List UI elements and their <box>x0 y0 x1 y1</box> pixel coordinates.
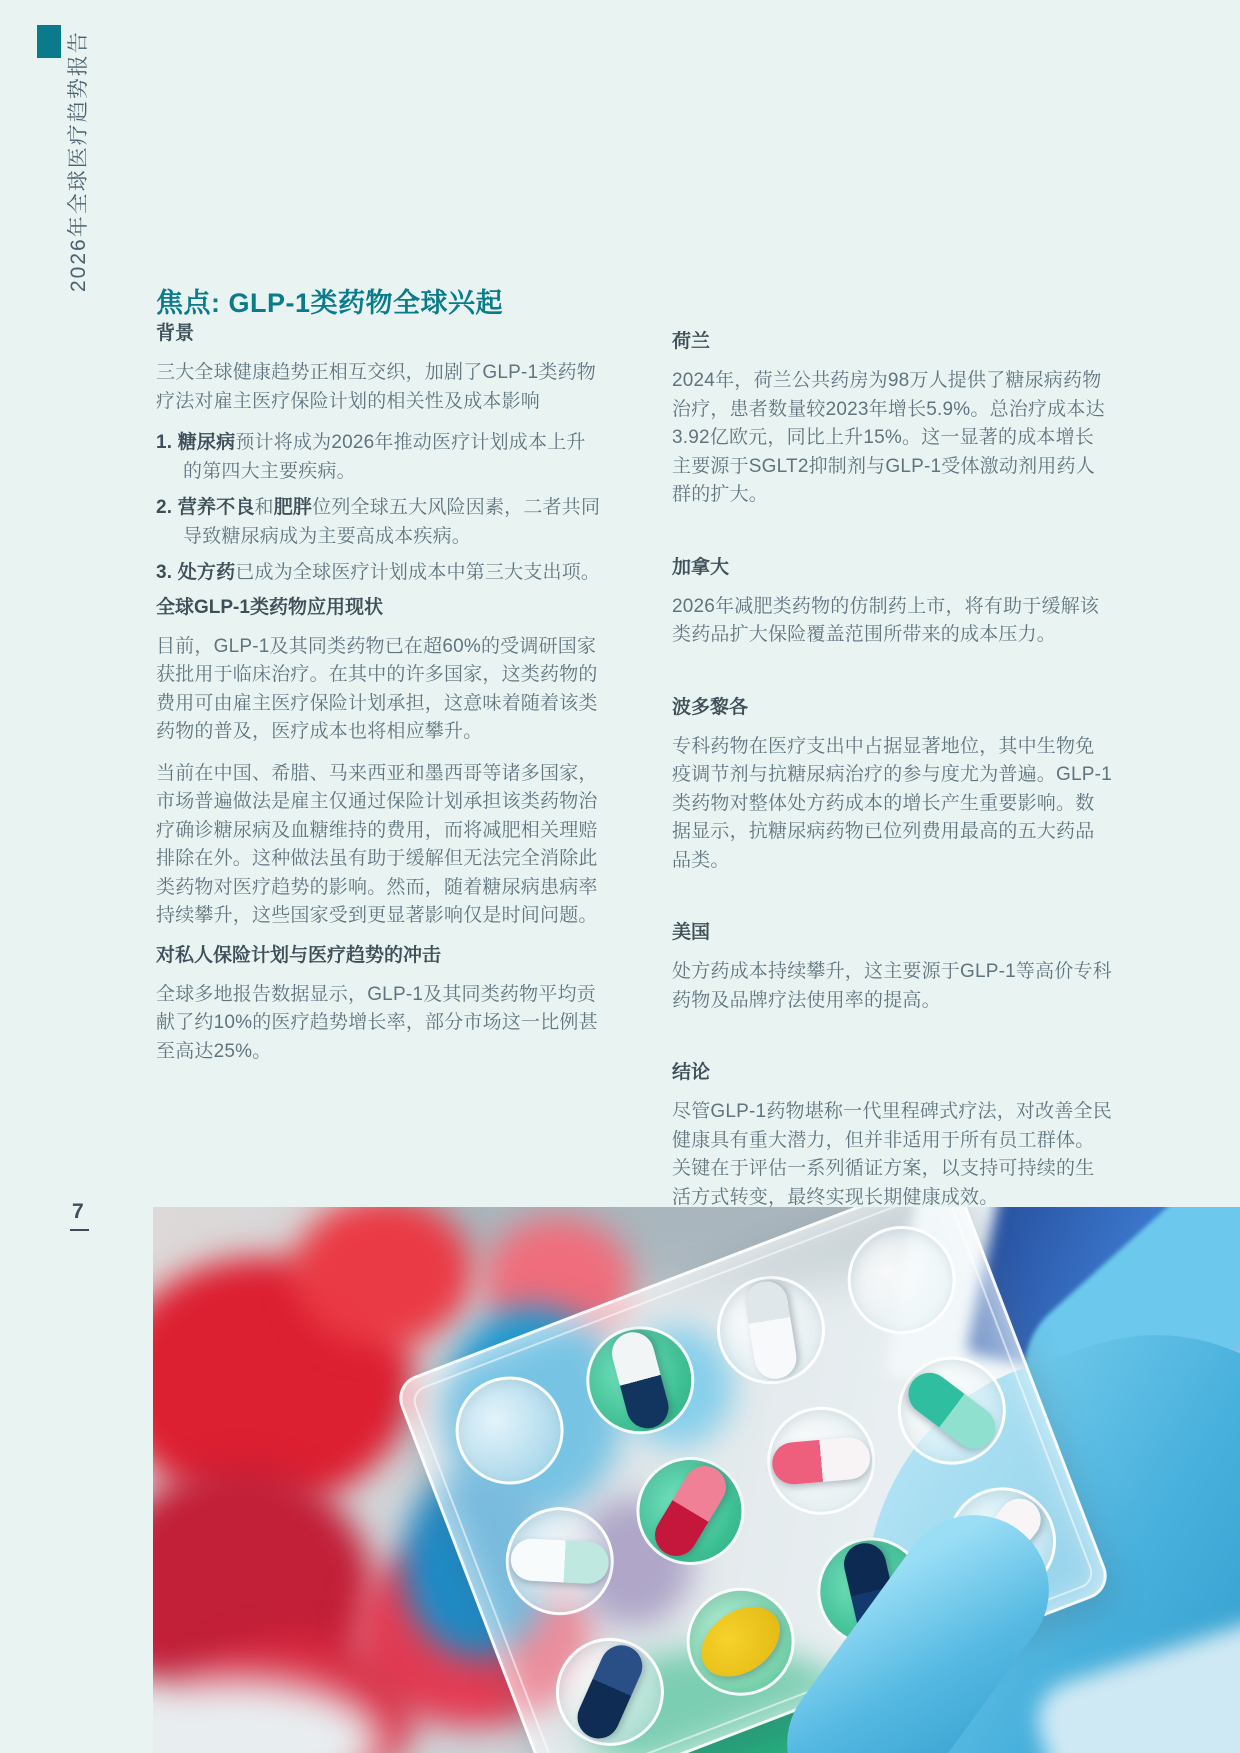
list-item-2-lead: 2. 营养不良 <box>156 497 255 518</box>
section-body: 2026年减肥类药物的仿制药上市，将有助于缓解该类药品扩大保险覆盖范围所带来的成本压力。 <box>672 595 1100 645</box>
list-item-3 <box>156 559 604 588</box>
section-heading: 荷兰 <box>672 331 711 352</box>
section-netherlands <box>672 330 1112 510</box>
section-heading: 美国 <box>672 922 711 943</box>
list-item-2-mid: 和 <box>254 497 274 518</box>
page-number <box>70 1200 89 1231</box>
section-heading: 加拿大 <box>672 556 730 578</box>
page-title: 焦点: GLP-1类药物全球兴起 <box>156 288 504 318</box>
page-number-value: 7 <box>72 1200 84 1223</box>
well <box>701 1260 841 1400</box>
well <box>751 1391 891 1531</box>
well <box>571 1311 711 1451</box>
capsule-navy-white <box>607 1328 673 1434</box>
blurred-red-pills <box>293 1207 473 1347</box>
capsule-white-teal <box>510 1538 610 1585</box>
list-item-2-lead2: 肥胖 <box>273 497 313 518</box>
section-conclusion <box>672 1061 1112 1212</box>
lab-photo <box>153 1207 1240 1753</box>
left-column <box>156 322 604 1079</box>
well <box>621 1441 761 1581</box>
impact-heading: 对私人保险计划与医疗趋势的冲击 <box>156 944 442 966</box>
pill-yellow <box>688 1592 793 1690</box>
adoption-heading: 全球GLP-1类药物应用现状 <box>156 596 383 618</box>
section-canada <box>672 556 1112 650</box>
list-item-3-lead: 3. 处方药 <box>156 562 236 583</box>
well <box>832 1210 972 1350</box>
capsule-crimson-pink <box>647 1458 733 1564</box>
section-puerto-rico <box>672 696 1112 876</box>
section-heading: 波多黎各 <box>672 696 749 718</box>
list-item-2-rest: 位列全球五大风险因素，二者共同导致糖尿病成为主要高成本疾病。 <box>183 497 601 547</box>
list-item-1-rest: 预计将成为2026年推动医疗计划成本上升的第四大主要疾病。 <box>183 432 586 482</box>
section-body: 处方药成本持续攀升，这主要源于GLP-1等高价专科药物及品牌疗法使用率的提高。 <box>672 961 1112 1011</box>
well <box>490 1491 630 1631</box>
section-heading: 结论 <box>672 1062 711 1083</box>
capsule-navy <box>571 1639 649 1746</box>
list-item-1 <box>156 429 604 486</box>
well <box>671 1572 811 1712</box>
well <box>440 1361 580 1501</box>
background-heading: 背景 <box>156 323 195 344</box>
right-column <box>672 330 1112 1225</box>
capsule-pink-white <box>771 1436 872 1486</box>
list-item-3-rest: 已成为全球医疗计划成本中第三大支出项。 <box>235 562 601 583</box>
list-item-2 <box>156 494 604 551</box>
impact-paragraph: 全球多地报告数据显示，GLP-1及其同类药物平均贡献了约10%的医疗趋势增长率，部分市场这一比例甚至高达25%。 <box>156 983 598 1062</box>
brand-mark <box>37 25 61 58</box>
adoption-paragraph-1: 目前，GLP-1及其同类药物已在超60%的受调研国家获批用于临床治疗。在其中的许多国家，这类药物的费用可由雇主医疗保险计划承担，这意味着随着该类药物的普及，医疗成本也将相应攀升。 <box>156 635 598 742</box>
well <box>882 1341 1022 1481</box>
well <box>540 1622 680 1753</box>
background-intro: 三大全球健康趋势正相互交织，加剧了GLP-1类药物疗法对雇主医疗保险计划的相关性及成本影响 <box>156 362 596 412</box>
section-body: 专科药物在医疗支出中占据显著地位，其中生物免疫调节剂与抗糖尿病治疗的参与度尤为普遍。GLP-1类药物对整体处方药成本的增长产生重要影响。数据显示，抗糖尿病药物已位列费用最高的五大药品品类。 <box>672 735 1112 871</box>
section-usa <box>672 921 1112 1015</box>
capsule-white <box>743 1278 800 1381</box>
list-item-1-lead: 1. 糖尿病 <box>156 432 236 453</box>
section-body: 2024年，荷兰公共药房为98万人提供了糖尿病药物治疗，患者数量较2023年增长5.9%。总治疗成本达3.92亿欧元，同比上升15%。这一显著的成本增长主要源于SGLT2抑制剂与GLP-1受体激动剂用药人群的扩大。 <box>672 370 1105 505</box>
sidebar-vertical-title: 2026年全球医疗趋势报告 <box>67 30 90 292</box>
capsule-teal <box>900 1364 1004 1457</box>
page-number-rule <box>70 1229 89 1231</box>
adoption-paragraph-2: 当前在中国、希腊、马来西亚和墨西哥等诸多国家，市场普遍做法是雇主仅通过保险计划承担该类药物治疗确诊糖尿病及血糖维持的费用，而将减肥相关理赔排除在外。这种做法虽有助于缓解但无法完全消除此类药物对医疗趋势的影响。然而，随着糖尿病患病率持续攀升，这些国家受到更显著影响仅是时间问题。 <box>156 762 598 926</box>
section-body: 尽管GLP-1药物堪称一代里程碑式疗法，对改善全民健康具有重大潜力，但并非适用于所有员工群体。关键在于评估一系列循证方案，以支持可持续的生活方式转变，最终实现长期健康成效。 <box>672 1101 1112 1208</box>
